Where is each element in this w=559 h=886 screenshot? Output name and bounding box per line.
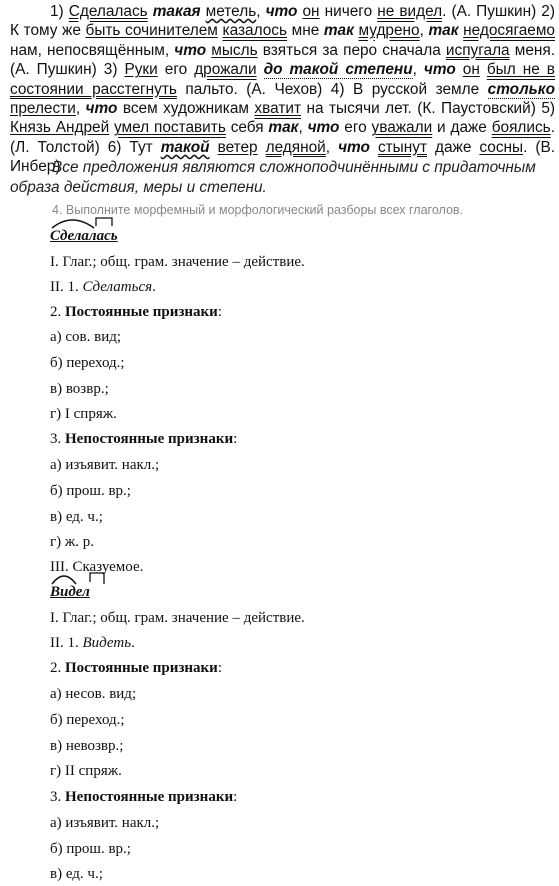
morpheme-marks [50,570,120,586]
morpheme-word-1: Сделалась [50,228,118,245]
task-heading: 4. Выполните морфемный и морфологический разборы всех глаголов. [52,203,464,217]
attribute: метель [205,3,257,20]
morpheme-marks [50,214,130,230]
morpheme-word-2: Видел [50,584,90,601]
conclusion-note: Все предложения являются сложноподчинёнными с придаточным образа действия, меры и степени. [10,159,536,196]
subject: он [302,3,320,20]
predicate: Сделалась [68,3,148,20]
predicate: не видел [377,3,443,20]
sentences-paragraph: 1) Сделалась такая метель, что он ничего не видел. (А. Пушкин) 2) К тому же быть сочинителем казалось мне так мудрено, так недосягаемо нам, непосвящённым, что мысль взяться за перо сначала испугала меня. (А. Пушкин) 3) Руки его дрожали до такой степени, что он был не в состоянии расстегнуть пальто. (А. Чехов) 4) В русской земле столько прелести, что всем художникам хватит на тысячи лет. (К. Паустовский) 5) Князь Андрей умел поставить себя так, что его уважали и даже боялись. (Л. Толстой) 6) Тут такой ветер ледяной, что стынут даже сосны. (В. Инбер) [10,3,556,176]
